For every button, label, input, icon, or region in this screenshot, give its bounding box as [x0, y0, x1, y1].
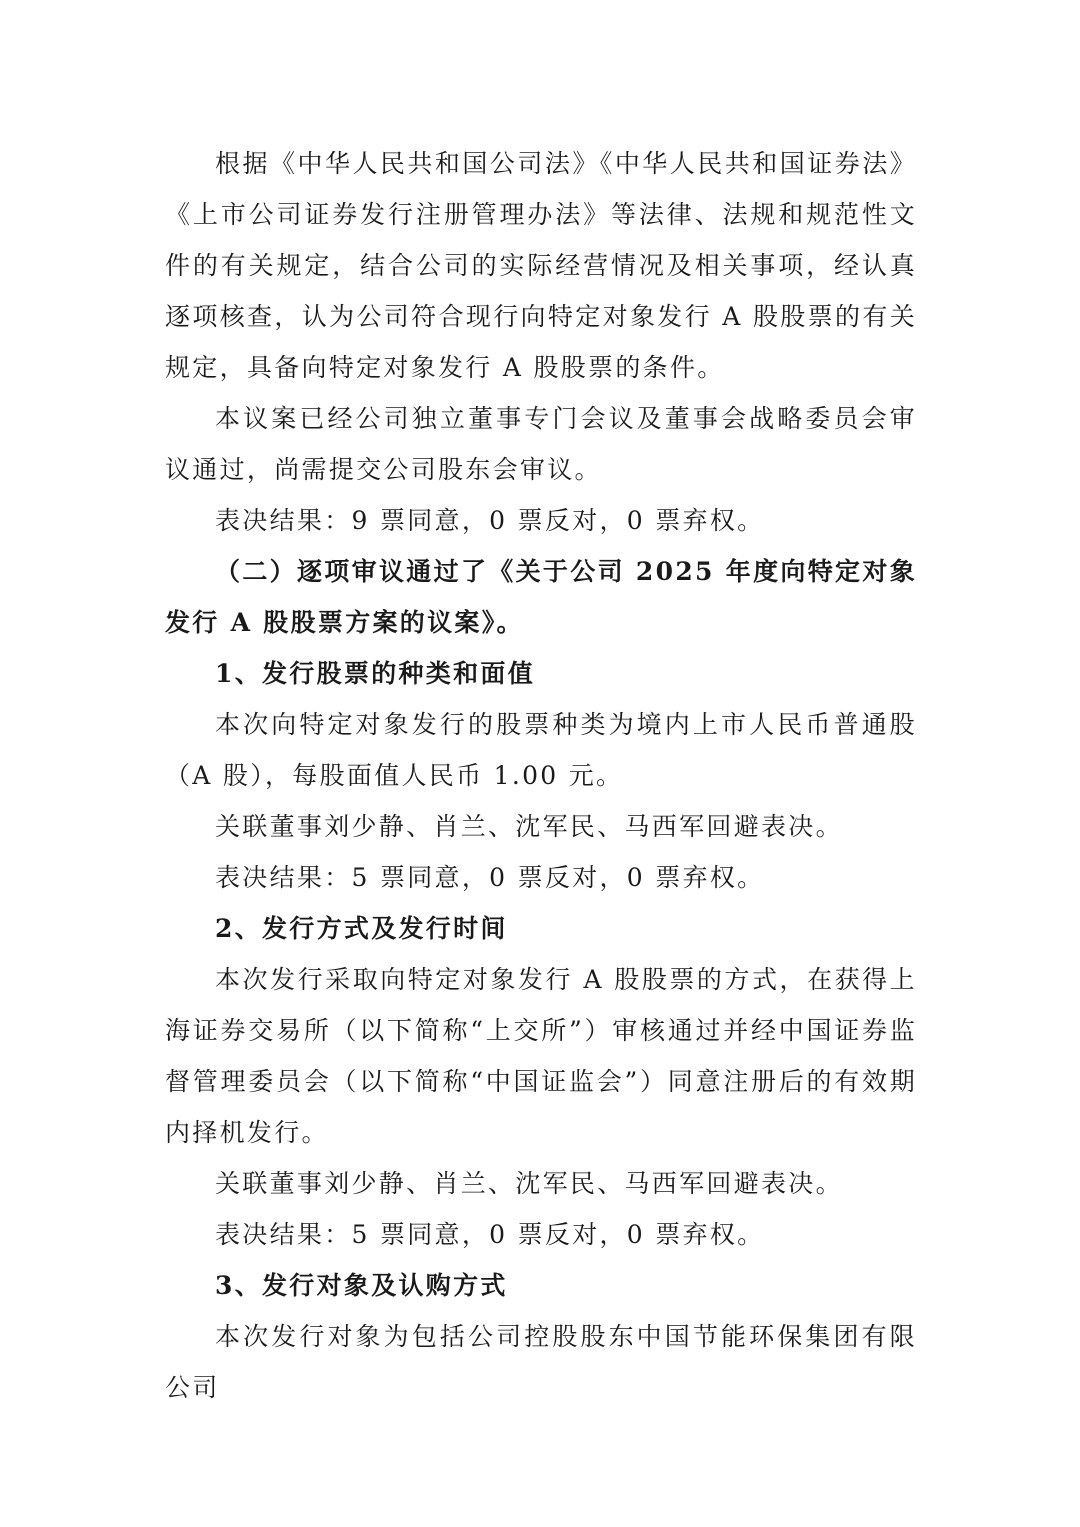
subheading-issuance-method: 2、发行方式及发行时间 — [215, 914, 508, 943]
paragraph-issuance-targets: 本次发行对象为包括公司控股股东中国节能环保集团有限公司 — [165, 1322, 917, 1402]
paragraph-recusal: 关联董事刘少静、肖兰、沈军民、马西军回避表决。 — [215, 1169, 843, 1198]
document-body — [165, 138, 917, 1413]
paragraph-recusal: 关联董事刘少静、肖兰、沈军民、马西军回避表决。 — [215, 812, 843, 841]
section-heading-proposal: （二）逐项审议通过了《关于公司 2025 年度向特定对象发行 A 股股票方案的议案》。 — [165, 557, 917, 637]
paragraph-vote-result: 表决结果：9 票同意，0 票反对，0 票弃权。 — [215, 506, 765, 535]
paragraph-vote-result: 表决结果：5 票同意，0 票反对，0 票弃权。 — [215, 863, 765, 892]
paragraph-legal-basis: 根据《中华人民共和国公司法》《中华人民共和国证券法》《上市公司证券发行注册管理办法》等法律、法规和规范性文件的有关规定，结合公司的实际经营情况及相关事项，经认真逐项核查，认为公司符合现行向特定对象发行 A 股股票的有关规定，具备向特定对象发行 A 股股票的条件。 — [165, 149, 917, 382]
subheading-issuance-targets: 3、发行对象及认购方式 — [215, 1271, 508, 1300]
paragraph-review-status: 本议案已经公司独立董事专门会议及董事会战略委员会审议通过，尚需提交公司股东会审议。 — [165, 404, 917, 484]
subheading-share-type: 1、发行股票的种类和面值 — [215, 659, 535, 688]
paragraph-issuance-method: 本次发行采取向特定对象发行 A 股股票的方式，在获得上海证券交易所（以下简称“上交所”）审核通过并经中国证券监督管理委员会（以下简称“中国证监会”）同意注册后的有效期内择机发行。 — [165, 965, 917, 1147]
paragraph-vote-result: 表决结果：5 票同意，0 票反对，0 票弃权。 — [215, 1220, 765, 1249]
paragraph-share-type: 本次向特定对象发行的股票种类为境内上市人民币普通股（A 股），每股面值人民币 1.00 元。 — [165, 710, 917, 790]
